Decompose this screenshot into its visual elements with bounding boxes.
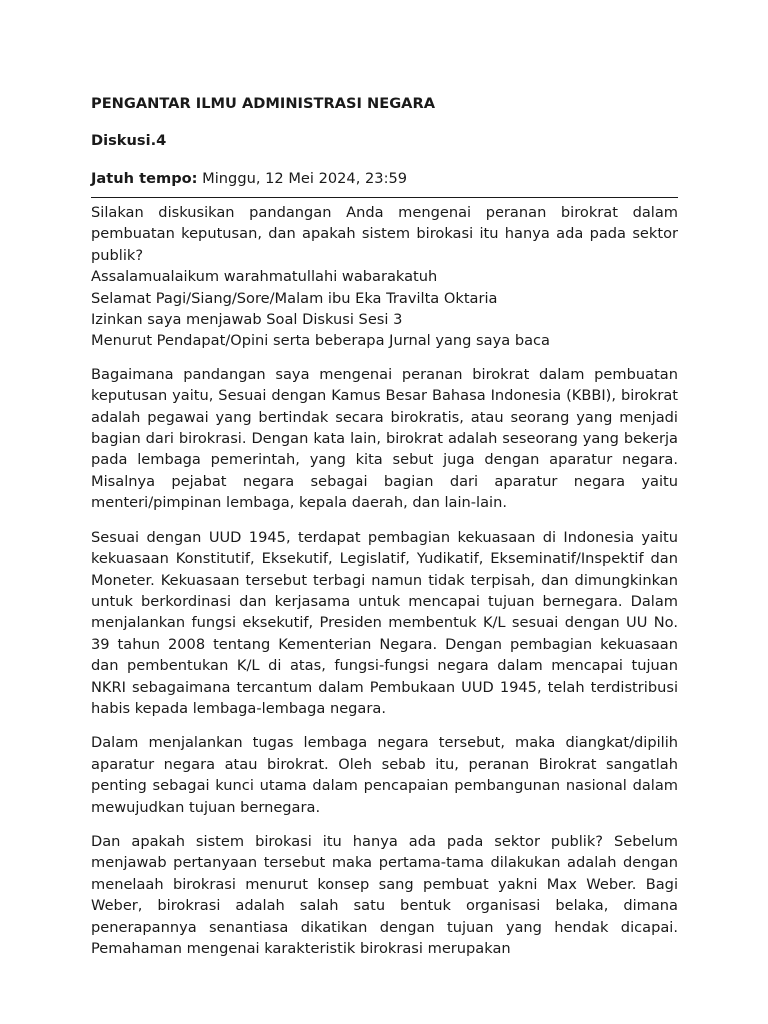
greeting-line: Assalamualaikum warahmatullahi wabarakatuh <box>91 268 438 286</box>
body-paragraph: Bagaimana pandangan saya mengenai peranan birokrat dalam pembuatan keputusan yaitu, Sesuai dengan Kamus Besar Bahasa Indonesia (KBBI), birokrat adalah pegawai yang bertindak secara birokratis, atau seorang yang menjadi bagian dari birokrasi. Dengan kata lain, birokrat adalah seseorang yang bekerja pada lembaga pemerintah, yang kita sebut juga dengan aparatur negara. Misalnya pejabat negara sebagai bagian dari aparatur negara yaitu menteri/pimpinan lembaga, kepala daerah, dan lain-lain. <box>91 365 678 512</box>
separator-line <box>91 197 678 198</box>
due-date-value: Minggu, 12 Mei 2024, 23:59 <box>202 170 408 187</box>
discussion-number: Diskusi.4 <box>91 132 167 149</box>
due-date-label: Jatuh tempo: <box>91 170 198 187</box>
body-paragraph: Sesuai dengan UUD 1945, terdapat pembagian kekuasaan di Indonesia yaitu kekuasaan Konstitutif, Eksekutif, Legislatif, Yudikatif, Ekseminatif/Inspektif dan Moneter. Kekuasaan tersebut terbagi namun tidak terpisah, dan dimungkinkan untuk berkordinasi dan kerjasama untuk mencapai tujuan bernegara. Dalam menjalankan fungsi eksekutif, Presiden membentuk K/L sesuai dengan UU No. 39 tahun 2008 tentang Kementerian Negara. Dengan pembagian kekuasaan dan pembentukan K/L di atas, fungsi-fungsi negara dalam mencapai tujuan NKRI sebagaimana tercantum dalam Pembukaan UUD 1945, telah terdistribusi habis kepada lembaga-lembaga negara. <box>91 528 678 717</box>
question-text: Silakan diskusikan pandangan Anda mengenai peranan birokrat dalam pembuatan keputusan, dan apakah sistem birokasi itu hanya ada pada sektor publik? <box>91 204 678 264</box>
document-title: PENGANTAR ILMU ADMINISTRASI NEGARA <box>91 95 435 112</box>
question-block <box>91 202 678 352</box>
greeting-line: Selamat Pagi/Siang/Sore/Malam ibu Eka Travilta Oktaria <box>91 289 498 307</box>
body-paragraph: Dan apakah sistem birokasi itu hanya ada pada sektor publik? Sebelum menjawab pertanyaan tersebut maka pertama-tama dilakukan adalah dengan menelaah birokrasi menurut konsep sang pembuat yakni Max Weber. Bagi Weber, birokrasi adalah salah satu bentuk organisasi belaka, dimana penerapannya senantiasa dikatikan dengan tujuan yang hendak dicapai. Pemahaman mengenai karakteristik birokrasi merupakan <box>91 832 678 957</box>
greeting-line: Izinkan saya menjawab Soal Diskusi Sesi 3 <box>91 311 403 329</box>
body-paragraph: Dalam menjalankan tugas lembaga negara tersebut, maka diangkat/dipilih aparatur negara atau birokrat. Oleh sebab itu, peranan Birokrat sangatlah penting sebagai kunci utama dalam pencapaian pembangunan nasional dalam mewujudkan tujuan bernegara. <box>91 734 678 816</box>
greeting-line: Menurut Pendapat/Opini serta beberapa Jurnal yang saya baca <box>91 332 550 350</box>
due-date <box>91 170 678 188</box>
